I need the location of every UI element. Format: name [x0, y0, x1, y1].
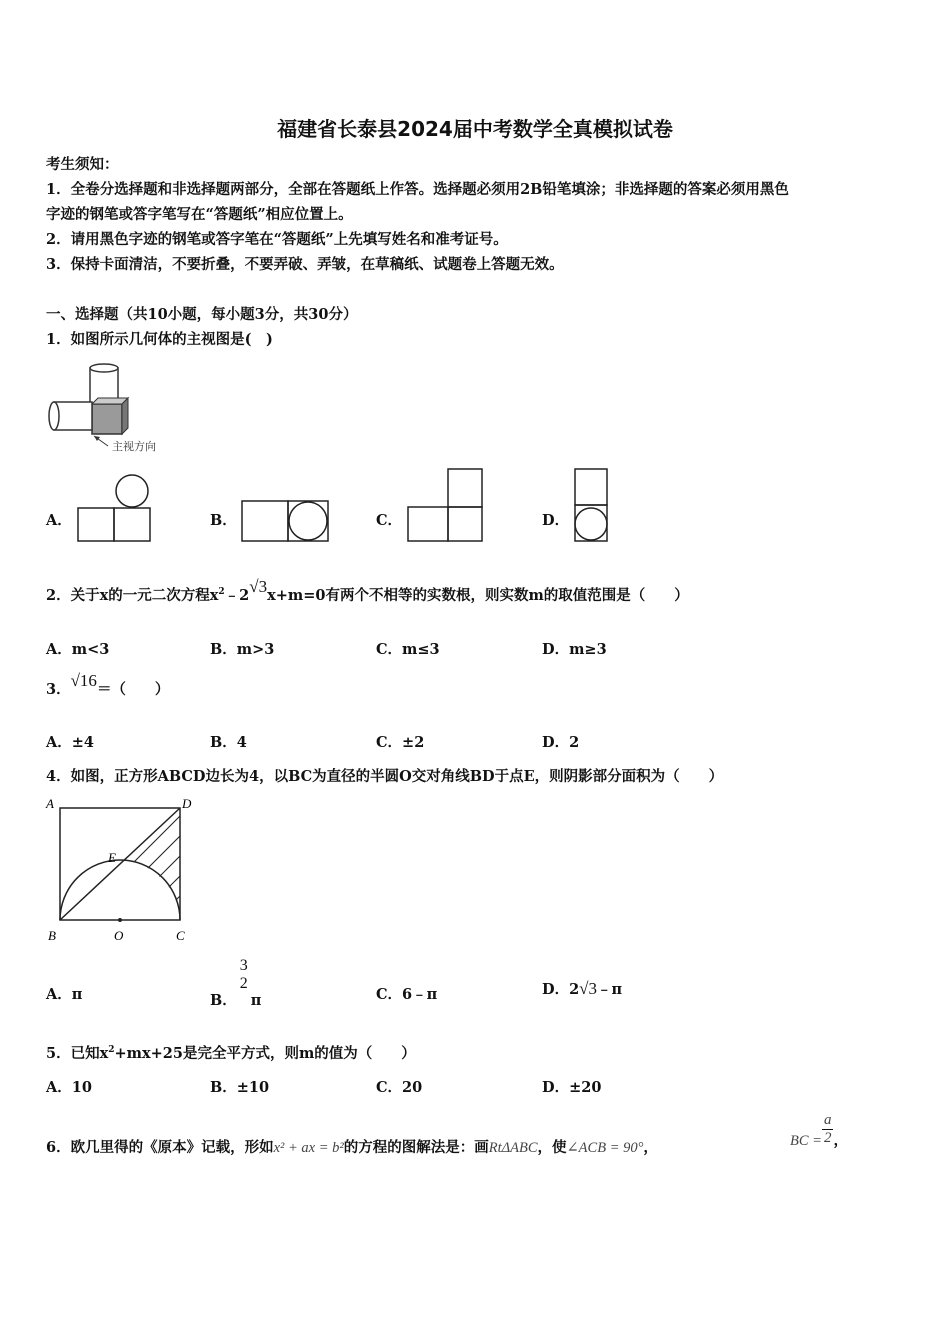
label-d: D — [182, 796, 192, 811]
q3-option-a[interactable]: A．±4 — [46, 734, 94, 751]
label-e: E — [108, 850, 116, 865]
label-o: O — [114, 928, 124, 943]
q5-stem: 5．已知$x^2+mx+25$是完全平方式，则m的值为（ ） — [46, 1045, 416, 1062]
section-heading: 一、选择题（共10小题，每小题3分，共30分） — [46, 306, 358, 323]
q4-option-b[interactable]: B． 3 2 π — [210, 957, 262, 1009]
q4-option-d[interactable]: D．2√3﹣π — [542, 979, 623, 998]
notice-item: 2．请用黑色字迹的钢笔或答字笔在“答题纸”上先填写姓名和准考证号。 — [46, 231, 508, 248]
q2-option-b[interactable]: B．m>3 — [210, 641, 275, 658]
q1-option-c[interactable]: C． — [376, 512, 403, 529]
q1-option-a[interactable]: A． — [46, 512, 72, 529]
q6-equation: x² + ax = b² — [273, 1140, 344, 1156]
q4-option-a[interactable]: A．π — [46, 986, 83, 1003]
q1-option-d-figure — [572, 467, 612, 547]
q2-stem: 2．关于x的一元二次方程$x^2﹣2√3x+m=0$有两个不相等的实数根，则实数m的取值范围是（ ） — [46, 577, 689, 604]
q3-stem: 3．√16＝（ ） — [46, 671, 170, 698]
q1-view-label: 主视方向 — [112, 441, 156, 453]
q6-bc-expression: BC = $\frac{a}{2}$ ， — [790, 1112, 848, 1149]
q3-option-d[interactable]: D．2 — [542, 734, 580, 751]
notice-item: 1．全卷分选择题和非选择题两部分，全部在答题纸上作答。选择题必须用2B铅笔填涂；非选择题的答案必须用黑色 — [46, 181, 789, 198]
q1-option-d[interactable]: D． — [542, 512, 570, 529]
q5-option-a[interactable]: A．10 — [46, 1079, 92, 1096]
q6-angle: ∠ACB = 90° — [566, 1140, 644, 1156]
q4-stem: 4．如图，正方形ABCD边长为4，以BC为直径的半圆O交对角线BD于点E，则阴影部分面积为（ ） — [46, 768, 724, 785]
q2-radical: √3 — [249, 577, 268, 596]
q1-option-b[interactable]: B． — [210, 512, 237, 529]
q1-option-c-figure — [406, 467, 486, 545]
q4-square-figure — [42, 794, 202, 946]
q3-option-b[interactable]: B．4 — [210, 734, 247, 751]
notice-item: 3．保持卡面清洁，不要折叠，不要弄破、弄皱，在草稿纸、试题卷上答题无效。 — [46, 256, 564, 273]
q1-solid-figure — [44, 358, 170, 458]
q2-option-a[interactable]: A．m<3 — [46, 641, 110, 658]
q6-stem: 6．欧几里得的《原本》记载，形如x² + ax = b²的方程的图解法是：画RtΔABC，使∠ACB = 90°， — [46, 1139, 658, 1156]
q5-option-d[interactable]: D．±20 — [542, 1079, 602, 1096]
q3-option-c[interactable]: C．±2 — [376, 734, 425, 751]
q1-option-a-figure — [76, 473, 154, 545]
q3-radical: √16 — [70, 671, 97, 690]
label-c: C — [176, 928, 185, 943]
page-title: 福建省长泰县2024届中考数学全真模拟试卷 — [277, 117, 673, 141]
notice-item: 字迹的钢笔或答字笔写在“答题纸”相应位置上。 — [46, 206, 353, 223]
label-a: A — [46, 796, 54, 811]
q4-option-b-fraction: 3 2 — [239, 957, 248, 992]
q5-option-c[interactable]: C．20 — [376, 1079, 423, 1096]
notice-heading: 考生须知： — [46, 156, 119, 173]
q1-stem: 1．如图所示几何体的主视图是( ) — [46, 331, 273, 348]
q4-option-c[interactable]: C．6﹣π — [376, 986, 438, 1003]
q1-option-b-figure — [240, 498, 334, 546]
q2-option-d[interactable]: D．m≥3 — [542, 641, 607, 658]
q5-option-b[interactable]: B．±10 — [210, 1079, 270, 1096]
q6-triangle: RtΔABC — [488, 1140, 538, 1156]
label-b: B — [48, 928, 56, 943]
q2-option-c[interactable]: C．m≤3 — [376, 641, 440, 658]
